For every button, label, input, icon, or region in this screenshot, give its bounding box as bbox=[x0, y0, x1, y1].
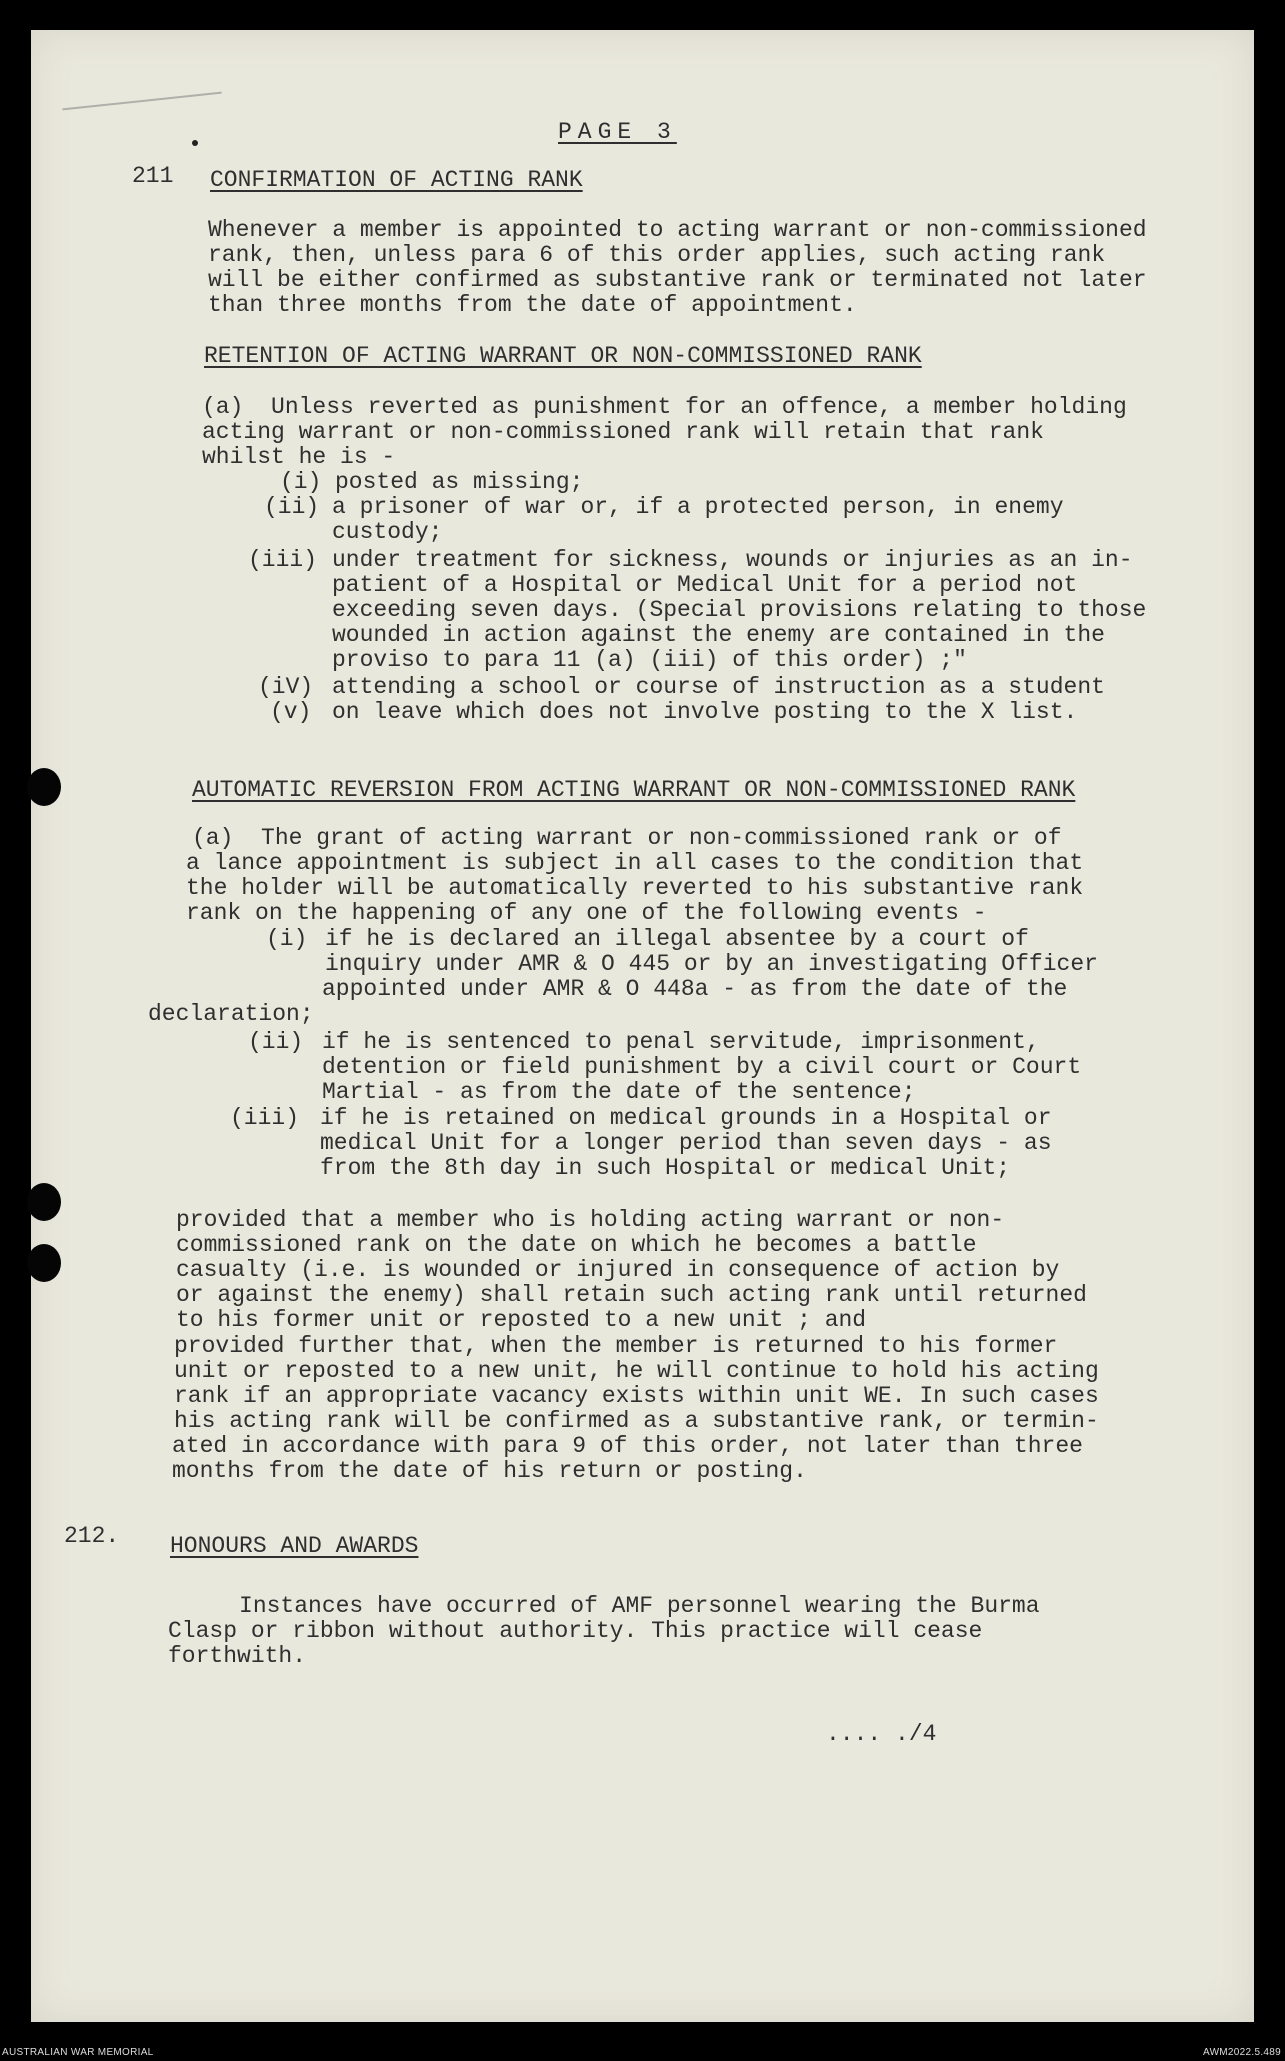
punch-hole bbox=[27, 1183, 61, 1221]
paragraph-line: forthwith. bbox=[168, 1643, 307, 1669]
section-heading: RETENTION OF ACTING WARRANT OR NON-COMMISSIONED RANK bbox=[204, 343, 922, 369]
proviso-line: casualty (i.e. is wounded or injured in consequence of action by bbox=[176, 1257, 1060, 1283]
continuation-marker: .... ./4 bbox=[826, 1721, 937, 1747]
list-label: (iV) bbox=[258, 674, 314, 700]
paragraph-line: acting warrant or non-commissioned rank will retain that rank bbox=[202, 419, 1044, 445]
proviso-line: commissioned rank on the date on which he becomes a battle bbox=[176, 1232, 977, 1258]
footer-reference: AWM2022.5.489 bbox=[1202, 2047, 1281, 2058]
list-item-line: posted as missing; bbox=[335, 469, 584, 495]
section-heading: HONOURS AND AWARDS bbox=[170, 1533, 419, 1559]
proviso-line: or against the enemy) shall retain such acting rank until returned bbox=[176, 1282, 1087, 1308]
list-label: (ii) bbox=[248, 1029, 304, 1055]
list-item-line: on leave which does not involve posting to the X list. bbox=[332, 699, 1078, 725]
list-item-line: if he is declared an illegal absentee by a court of bbox=[325, 926, 1029, 952]
list-label: (i) bbox=[280, 469, 322, 495]
list-item-line: declaration; bbox=[148, 1001, 314, 1027]
proviso-line: rank if an appropriate vacancy exists within unit WE. In such cases bbox=[174, 1383, 1099, 1409]
list-item-line: proviso to para 11 (a) (iii) of this order) ;" bbox=[332, 647, 967, 673]
paragraph-line: the holder will be automatically reverted to his substantive rank bbox=[186, 875, 1084, 901]
paragraph-line: a lance appointment is subject in all cases to the condition that bbox=[186, 850, 1084, 876]
list-item-line: a prisoner of war or, if a protected person, in enemy bbox=[332, 494, 1064, 520]
list-item-line: Martial - as from the date of the sentence; bbox=[322, 1079, 916, 1105]
paragraph-line: rank on the happening of any one of the following events - bbox=[186, 900, 987, 926]
list-item-line: detention or field punishment by a civil court or Court bbox=[322, 1054, 1082, 1080]
list-label: (iii) bbox=[248, 547, 318, 573]
proviso-line: his acting rank will be confirmed as a substantive rank, or termin- bbox=[174, 1408, 1099, 1434]
list-item-line: patient of a Hospital or Medical Unit for a period not bbox=[332, 572, 1078, 598]
paragraph-line: Clasp or ribbon without authority. This practice will cease bbox=[168, 1618, 983, 1644]
paragraph-line: rank, then, unless para 6 of this order applies, such acting rank bbox=[208, 242, 1106, 268]
section-heading: AUTOMATIC REVERSION FROM ACTING WARRANT OR NON-COMMISSIONED RANK bbox=[192, 777, 1076, 803]
proviso-line: to his former unit or reposted to a new unit ; and bbox=[176, 1307, 867, 1333]
list-item-line: from the 8th day in such Hospital or medical Unit; bbox=[320, 1155, 1011, 1181]
list-item-line: wounded in action against the enemy are contained in the bbox=[332, 622, 1105, 648]
proviso-line: provided that a member who is holding acting warrant or non- bbox=[176, 1207, 1005, 1233]
paragraph-line: will be either confirmed as substantive rank or terminated not later bbox=[208, 267, 1147, 293]
list-label: (v) bbox=[270, 699, 312, 725]
list-item-line: under treatment for sickness, wounds or injuries as an in- bbox=[332, 547, 1133, 573]
proviso-line: ated in accordance with para 9 of this order, not later than three bbox=[172, 1433, 1083, 1459]
list-item-line: if he is sentenced to penal servitude, imprisonment, bbox=[322, 1029, 1040, 1055]
list-item-line: custody; bbox=[332, 519, 443, 545]
list-item-line: medical Unit for a longer period than seven days - as bbox=[320, 1130, 1052, 1156]
footer-credit: AUSTRALIAN WAR MEMORIAL bbox=[2, 2047, 154, 2058]
list-label: (iii) bbox=[230, 1105, 300, 1131]
paragraph-line: Instances have occurred of AMF personnel wearing the Burma bbox=[170, 1593, 1040, 1619]
section-number: 211 bbox=[132, 163, 174, 189]
paragraph-line: (a) The grant of acting warrant or non-commissioned rank or of bbox=[192, 825, 1062, 851]
page-label: PAGE 3 bbox=[558, 119, 677, 145]
proviso-line: provided further that, when the member is returned to his former bbox=[174, 1333, 1058, 1359]
paragraph-line: than three months from the date of appointment. bbox=[208, 292, 857, 318]
list-item-line: exceeding seven days. (Special provisions relating to those bbox=[332, 597, 1147, 623]
punch-hole bbox=[27, 768, 61, 806]
paragraph-line: whilst he is - bbox=[202, 444, 396, 470]
proviso-line: months from the date of his return or posting. bbox=[172, 1458, 807, 1484]
section-heading: CONFIRMATION OF ACTING RANK bbox=[210, 167, 583, 193]
list-item-line: appointed under AMR & O 448a - as from the date of the bbox=[322, 976, 1068, 1002]
proviso-line: unit or reposted to a new unit, he will continue to hold his acting bbox=[174, 1358, 1099, 1384]
punch-hole bbox=[27, 1244, 61, 1282]
list-item-line: inquiry under AMR & O 445 or by an investigating Officer bbox=[325, 951, 1098, 977]
list-item-line: if he is retained on medical grounds in a Hospital or bbox=[320, 1105, 1052, 1131]
paragraph-line: Whenever a member is appointed to acting warrant or non-commissioned bbox=[208, 217, 1147, 243]
list-item-line: attending a school or course of instruction as a student bbox=[332, 674, 1105, 700]
list-label: (ii) bbox=[264, 494, 320, 520]
section-number: 212. bbox=[64, 1523, 120, 1549]
paper-mark bbox=[192, 140, 198, 146]
paragraph-line: (a) Unless reverted as punishment for an offence, a member holding bbox=[202, 394, 1127, 420]
list-label: (i) bbox=[266, 926, 308, 952]
